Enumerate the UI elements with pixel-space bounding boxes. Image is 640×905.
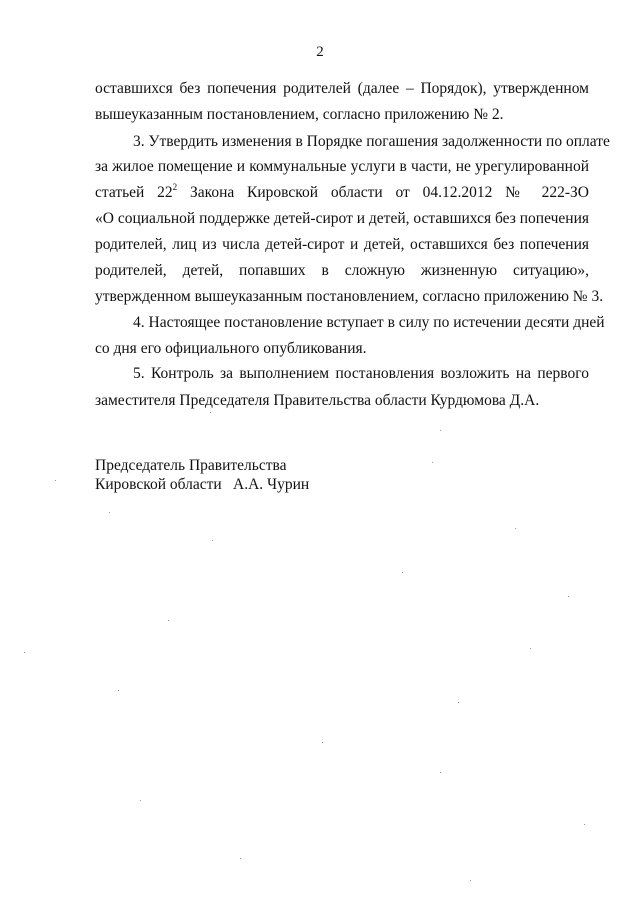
text-fragment: Закона Кировской области от 04.12.2012 № 222-ЗО [189, 184, 589, 201]
scan-speck [240, 858, 241, 859]
text-line: вышеуказанным постановлением, согласно приложению № 2. [95, 106, 504, 123]
scan-speck [530, 648, 531, 649]
text-line: 5. Контроль за выполнением постановления возложить на первого [133, 365, 589, 382]
scan-speck [470, 880, 471, 881]
text-line: 3. Утвердить изменения в Порядке погашения задолженности по оплате [133, 133, 610, 150]
scan-speck [515, 528, 516, 529]
signature-title: Председатель Правительства [95, 457, 287, 474]
scan-speck [210, 412, 211, 413]
scan-speck [322, 742, 323, 743]
scan-speck [440, 430, 441, 431]
scan-speck [458, 702, 459, 703]
scan-speck [402, 572, 403, 573]
scan-speck [568, 596, 569, 597]
text-line: родителей, детей, попавших в сложную жизненную ситуацию», [95, 262, 589, 279]
text-line: родителей, лиц из числа детей-сирот и детей, оставшихся без попечения [95, 236, 589, 253]
scan-speck [55, 480, 56, 481]
scan-speck [168, 620, 169, 621]
signature-title-region: Кировской области [95, 476, 222, 493]
scan-speck [118, 690, 119, 691]
page-number: 2 [316, 44, 324, 60]
scan-speck [432, 462, 433, 463]
text-fragment: статьей 22 [95, 184, 173, 201]
text-line: «О социальной поддержке детей-сирот и детей, оставшихся без попечения [95, 210, 589, 227]
scan-speck [109, 512, 110, 513]
text-line: со дня его официального опубликования. [95, 340, 367, 357]
text-line: заместителя Председателя Правительства области Курдюмова Д.А. [95, 392, 540, 409]
scan-speck [212, 540, 213, 541]
scan-speck [140, 800, 141, 801]
text-line: за жилое помещение и коммунальные услуги в части, не урегулированной [95, 158, 589, 175]
text-line: утвержденном вышеуказанным постановлением, согласно приложению № 3. [95, 288, 604, 305]
text-line: оставшихся без попечения родителей (далее – Порядок), утвержденном [95, 80, 589, 97]
text-line: 4. Настоящее постановление вступает в силу по истечении десяти дней [133, 314, 605, 331]
scan-speck [584, 824, 585, 825]
superscript: 2 [172, 182, 178, 192]
scan-speck [440, 772, 441, 773]
signature-name: А.А. Чурин [233, 476, 310, 493]
scan-speck [24, 652, 25, 653]
text-line [95, 184, 589, 202]
